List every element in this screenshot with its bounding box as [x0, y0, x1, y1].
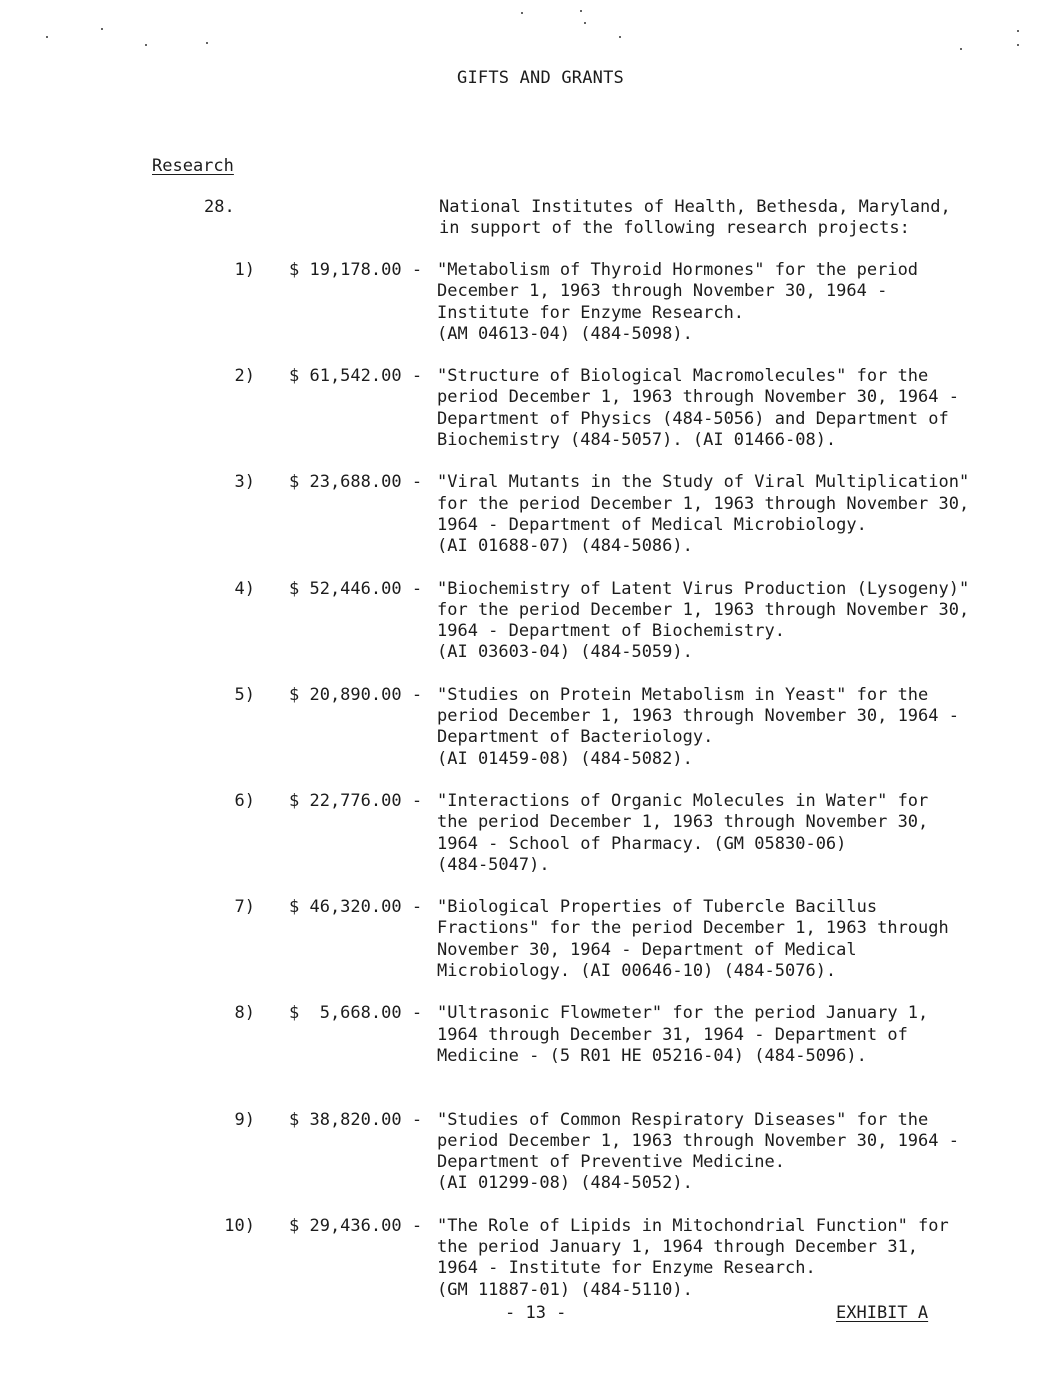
item-description: "Interactions of Organic Molecules in Water" for the period December 1, 1963 through November 30, 1964 - School of Pharmacy. (GM 05830-06) (484-5047). — [437, 790, 929, 875]
item-description: "Studies on Protein Metabolism in Yeast" for the period December 1, 1963 through November 30, 1964 - Department of Bacteriology. (AI 01459-08) (484-5082). — [437, 684, 959, 769]
item-description: "Biochemistry of Latent Virus Production (Lysogeny)" for the period December 1, 1963 through November 30, 1964 - Department of Biochemistry. (AI 03603-04) (484-5059). — [437, 578, 970, 663]
item-number: 8) — [234, 1003, 255, 1024]
item-amount: $ 22,776.00 - — [289, 790, 423, 811]
item-number: 5) — [234, 684, 255, 705]
item-number: 10) — [224, 1215, 255, 1236]
item-description: "The Role of Lipids in Mitochondrial Function" for the period January 1, 1964 through December 31, 1964 - Institute for Enzyme Research. (GM 11887-01) (484-5110). — [437, 1215, 949, 1300]
item-number: 7) — [234, 897, 255, 918]
item-amount: $ 52,446.00 - — [289, 578, 423, 599]
item-amount: $ 5,668.00 - — [289, 1003, 423, 1024]
item-amount: $ 29,436.00 - — [289, 1215, 423, 1236]
list-item — [0, 260, 1051, 345]
grant-intro: National Institutes of Health, Bethesda, Maryland, in support of the following research projects: — [439, 197, 951, 239]
item-number: 6) — [234, 790, 255, 811]
list-item — [0, 1216, 1051, 1301]
list-item — [0, 791, 1051, 876]
item-description: "Biological Properties of Tubercle Bacillus Fractions" for the period December 1, 1963 through November 30, 1964 - Department of Medical Microbiology. (AI 00646-10) (484-5076). — [437, 897, 949, 982]
item-amount: $ 19,178.00 - — [289, 260, 423, 280]
list-item — [0, 897, 1051, 982]
item-description: "Ultrasonic Flowmeter" for the period January 1, 1964 through December 31, 1964 - Department of Medicine - (5 R01 HE 05216-04) (484-5096). — [437, 1003, 929, 1066]
exhibit-label: EXHIBIT A — [836, 1303, 929, 1323]
page-number: - 13 - — [505, 1303, 567, 1323]
item-description: "Viral Mutants in the Study of Viral Multiplication" for the period December 1, 1963 through November 30, 1964 - Department of Medical Microbiology. (AI 01688-07) (484-5086). — [437, 472, 970, 557]
list-item — [0, 1110, 1051, 1195]
item-amount: $ 23,688.00 - — [289, 472, 423, 493]
list-item — [0, 685, 1051, 770]
list-item — [0, 366, 1051, 451]
list-item — [0, 472, 1051, 557]
item-description: "Metabolism of Thyroid Hormones" for the period December 1, 1963 through November 30, 1964 - Institute for Enzyme Research. (AM 04613-04) (484-5098). — [437, 260, 919, 344]
item-amount: $ 20,890.00 - — [289, 684, 423, 705]
item-number: 2) — [234, 366, 255, 387]
page-title: GIFTS AND GRANTS — [457, 68, 624, 88]
item-amount: $ 38,820.00 - — [289, 1109, 423, 1130]
grant-items-list — [0, 260, 1051, 1322]
grant-number: 28. — [204, 197, 235, 217]
item-number: 3) — [234, 472, 255, 493]
item-amount: $ 46,320.00 - — [289, 897, 423, 918]
item-description: "Studies of Common Respiratory Diseases" for the period December 1, 1963 through November 30, 1964 - Department of Preventive Medicine. (AI 01299-08) (484-5052). — [437, 1109, 959, 1194]
item-number: 1) — [234, 260, 255, 280]
item-description: "Structure of Biological Macromolecules" for the period December 1, 1963 through November 30, 1964 - Department of Physics (484-5056) and Department of Biochemistry (484-5057). (AI 01466-08). — [437, 366, 959, 451]
list-item — [0, 579, 1051, 664]
item-number: 4) — [234, 578, 255, 599]
item-amount: $ 61,542.00 - — [289, 366, 423, 387]
list-item — [0, 1003, 1051, 1088]
item-number: 9) — [234, 1109, 255, 1130]
section-heading: Research — [152, 156, 234, 176]
